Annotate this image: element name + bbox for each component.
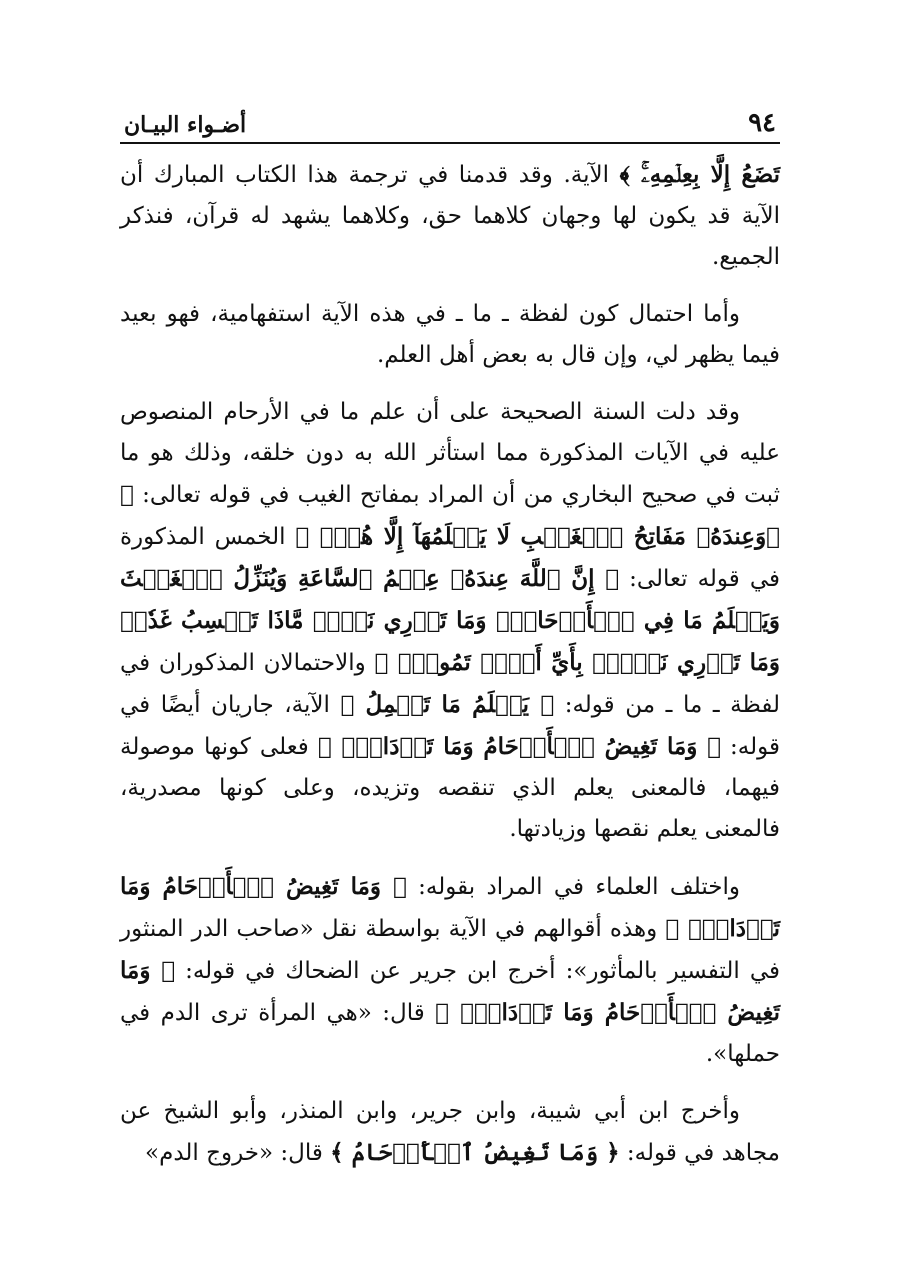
quran-verse: ﴿ وَمَا تَغِيضُ ٱلۡأَرۡحَامُ ﴾ bbox=[330, 1139, 620, 1166]
quran-verse: تَضَعُ إِلَّا بِعِلۡمِهِۦۚ ﴾ bbox=[619, 161, 780, 188]
paragraph-text: الآية، جاريان أيضًا في قوله: bbox=[120, 692, 780, 760]
paragraph bbox=[120, 866, 780, 1075]
paragraph-text: وهذه أقوالهم في الآية بواسطة نقل «صاحب الدر المنثور في التفسير بالمأثور»: أخرج ابن جرير عن الضحاك في قوله: bbox=[120, 916, 780, 984]
quran-verse: ﴿ يَعۡلَمُ مَا تَحۡمِلُ ﴾ bbox=[340, 691, 555, 718]
paragraph-text: واختلف العلماء في المراد بقوله: bbox=[406, 874, 740, 900]
page-number: ٩٤ bbox=[748, 108, 776, 138]
paragraph bbox=[120, 392, 780, 850]
paragraph bbox=[120, 1091, 780, 1174]
quran-verse: ﴿ وَمَا تَغِيضُ ٱلۡأَرۡحَامُ وَمَا تَزۡدَادُۚ ﴾ bbox=[120, 957, 780, 1026]
quran-verse: ﴿ وَمَا تَغِيضُ ٱلۡأَرۡحَامُ وَمَا تَزۡدَادُۚ ﴾ bbox=[120, 873, 780, 942]
page-body bbox=[120, 154, 780, 1174]
quran-verse: ﴿ إِنَّ ٱللَّهَ عِندَهُۥ عِلۡمُ ٱلسَّاعَةِ وَيُنَزِّلُ ٱلۡغَيۡثَ وَيَعۡلَمُ مَا فِي ٱلۡأَرۡحَامِۖ وَمَا تَدۡرِي نَفۡسٞ مَّاذَا تَكۡسِبُ غَدٗاۖ وَمَا تَدۡرِي نَفۡسُۢ بِأَيِّ أَرۡضٖ تَمُوتُۚ ﴾ bbox=[120, 565, 780, 676]
paragraph-text: قال: «هي المرأة ترى الدم في حملها». bbox=[120, 1000, 780, 1067]
paragraph-text: الخمس المذكورة في قوله تعالى: bbox=[120, 524, 781, 592]
paragraph-text: فعلى كونها موصولة فيهما، فالمعنى يعلم الذي تنقصه وتزيده، وعلى كونها مصدرية، فالمعنى يعلم نقصها وزيادتها. bbox=[120, 734, 780, 842]
paragraph bbox=[120, 294, 780, 376]
paragraph-text: وأما احتمال كون لفظة ـ ما ـ في هذه الآية استفهامية، فهو بعيد فيما يظهر لي، وإن قال به بعض أهل العلم. bbox=[120, 301, 780, 368]
quran-verse: ﴿ ۞وَعِندَهُۥ مَفَاتِحُ ٱلۡغَيۡبِ لَا يَعۡلَمُهَآ إِلَّا هُوَۚ ﴾ bbox=[120, 481, 780, 550]
book-title: أضـواء البيـان bbox=[124, 112, 247, 138]
paragraph bbox=[120, 154, 780, 278]
paragraph-text: وقد دلت السنة الصحيحة على أن علم ما في الأرحام المنصوص عليه في الآيات المذكورة مما استأثر الله به دون خلقه، وذلك هو ما ثبت في صحيح البخاري من أن المراد بمفاتح الغيب في قوله تعالى: bbox=[120, 399, 780, 508]
running-header bbox=[120, 100, 780, 144]
paragraph-text: والاحتمالان المذكوران في لفظة ـ ما ـ من قوله: bbox=[120, 650, 780, 718]
paragraph-text: قال: «خروج الدم» bbox=[145, 1140, 331, 1166]
book-page bbox=[120, 100, 780, 1190]
paragraph-text: وأخرج ابن أبي شيبة، وابن جرير، وابن المنذر، وأبو الشيخ عن مجاهد في قوله: bbox=[120, 1098, 780, 1166]
quran-verse: ﴿ وَمَا تَغِيضُ ٱلۡأَرۡحَامُ وَمَا تَزۡدَادُۚ ﴾ bbox=[317, 733, 721, 760]
paragraph-text: الآية. وقد قدمنا في ترجمة هذا الكتاب المبارك أن الآية قد يكون لها وجهان كلاهما حق، وكلاهما يشهد له قرآن، فنذكر الجميع. bbox=[120, 162, 780, 270]
